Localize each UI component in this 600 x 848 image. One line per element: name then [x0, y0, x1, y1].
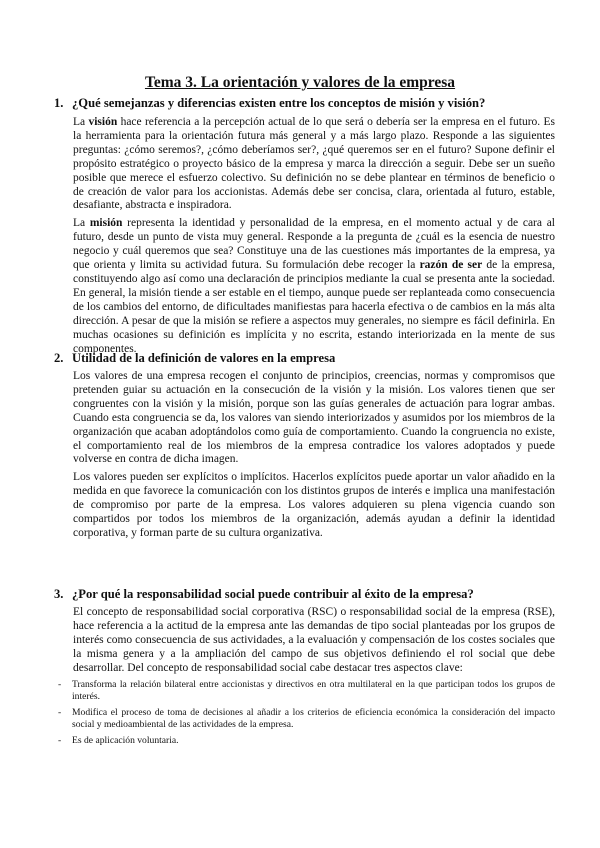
section-number: 3. — [54, 587, 64, 601]
paragraph-rsc: El concepto de responsabilidad social corporativa (RSC) o responsabilidad social de la empresa (RSE), hace referencia a la actitud de la empresa ante las demandas de tipo social planteadas por los grupos de interés como consecuencia de sus actividades, a la evaluación y compensación de los costes sociales que la misma genera y a la ampliación del campo de sus objetivos definiendo el rol social que debe desarrollar. Del concepto de responsabilidad social cabe destacar tres aspectos clave: — [73, 606, 555, 674]
list-item — [50, 735, 555, 747]
section-number: 2. — [54, 351, 64, 365]
text-run: La — [73, 116, 89, 128]
text-run: La — [73, 217, 90, 230]
section-body — [73, 370, 555, 541]
paragraph-mision — [73, 217, 555, 356]
dash-marker: - — [58, 678, 62, 690]
section-heading-text: ¿Qué semejanzas y diferencias existen entre los conceptos de misión y visión? — [72, 96, 486, 110]
list-item — [50, 679, 555, 703]
paragraph-valores-1: Los valores de una empresa recogen el conjunto de principios, creencias, normas y compromisos que pretenden guiar su actuación en la consecución de la visión y la misión. Los valores tienen que ser congruentes con la visión y la misión, porque son las guías generales de actuación para lograr ambas. Cuando esta congruencia se da, los valores van siendo interiorizados y asumidos por los miembros de la organización que acaban adoptándolos como guía de comportamiento. Cuando la congruencia no existe, el comportamiento real de los miembros de la empresa contradice los valores adoptados y puede volverse en contra de dicha imagen. — [73, 370, 555, 466]
paragraph-vision — [73, 116, 555, 213]
section-responsabilidad-social — [50, 587, 555, 752]
section-heading — [50, 351, 555, 366]
section-heading — [50, 96, 555, 111]
document-title: Tema 3. La orientación y valores de la empresa — [144, 74, 456, 91]
text-run: representa la identidad y personalidad de la empresa, en el momento actual y de cara al futuro, desde un punto de vista muy general. Responde a la pregunta de ¿cuál es la esencia de nuestro negocio y cuál queremos que sea? Constituye una de las cuestiones más importantes de la empresa, ya que orienta y limita su actividad futura. Su formulación debe recoger la — [73, 217, 555, 272]
list-item-text: Transforma la relación bilateral entre accionistas y directivos en otra multilateral en la que participan todos los grupos de interés. — [72, 678, 555, 702]
section-heading — [50, 587, 555, 602]
list-item-text: Es de aplicación voluntaria. — [72, 735, 179, 747]
term-vision: visión — [88, 116, 118, 128]
section-heading-text: Utilidad de la definición de valores en la empresa — [72, 351, 336, 365]
section-body — [73, 606, 555, 676]
section-number: 1. — [54, 96, 64, 110]
term-razon-de-ser: razón de ser — [419, 259, 483, 272]
text-run: hace referencia a la percepción actual de lo que será o debería ser la empresa en el futuro. Es la herramienta para la orientación futura más general y a más largo plazo. Responde a las siguientes preguntas: ¿cómo seremos?, ¿cómo deberíamos ser?, ¿qué queremos ser en el futuro? Supone definir el propósito estratégico o proyecto básico de la empresa y marca la dirección a seguir. Debe ser un sueño posible que merece el esfuerzo colectivo. Su definición no se debe plantear en términos de beneficio o de creación de valor para los accionistas. Además debe ser concisa, clara, orientada al futuro, estable, desafiante, abstracta e inspiradora. — [73, 116, 555, 212]
section-body — [73, 116, 555, 356]
paragraph-valores-2: Los valores pueden ser explícitos o implícitos. Hacerlos explícitos puede aportar un valor añadido en la medida en que favorece la comunicación con los distintos grupos de interés e implica una manifestación de compromiso por parte de la empresa. Los valores adquieren su plena vigencia cuando son compartidos por todos los miembros de la organización, además ayudan a definir la identidad corporativa, y forman parte de su cultura organizativa. — [73, 471, 555, 539]
list-item-text: Modifica el proceso de toma de decisiones al añadir a los criterios de eficiencia económica la consideración del impacto social y medioambiental de las actividades de la empresa. — [72, 706, 555, 731]
list-item — [50, 707, 555, 731]
dash-marker: - — [58, 706, 62, 718]
text-run: de la empresa, constituyendo algo así como una declaración de principios mediante la cual se presenta ante la sociedad. En general, la misión tiende a ser estable en el tiempo, aunque puede ser replanteada como consecuencia de los cambios del entorno, de dificultades manifiestas para hacerla efectiva o de cambios en la más alta dirección. A pesar de que la misión se refiere a aspectos muy generales, no siempre es fácil definirla. En muchas ocasiones su definición es implícita y no escrita, estando interiorizada en la mente de sus componentes. — [73, 259, 555, 355]
dash-marker: - — [58, 735, 62, 747]
term-mision: misión — [89, 217, 123, 230]
section-mision-vision — [50, 96, 555, 356]
key-aspects-list — [50, 679, 555, 748]
section-heading-text: ¿Por qué la responsabilidad social puede contribuir al éxito de la empresa? — [72, 587, 474, 601]
section-valores — [50, 351, 555, 541]
